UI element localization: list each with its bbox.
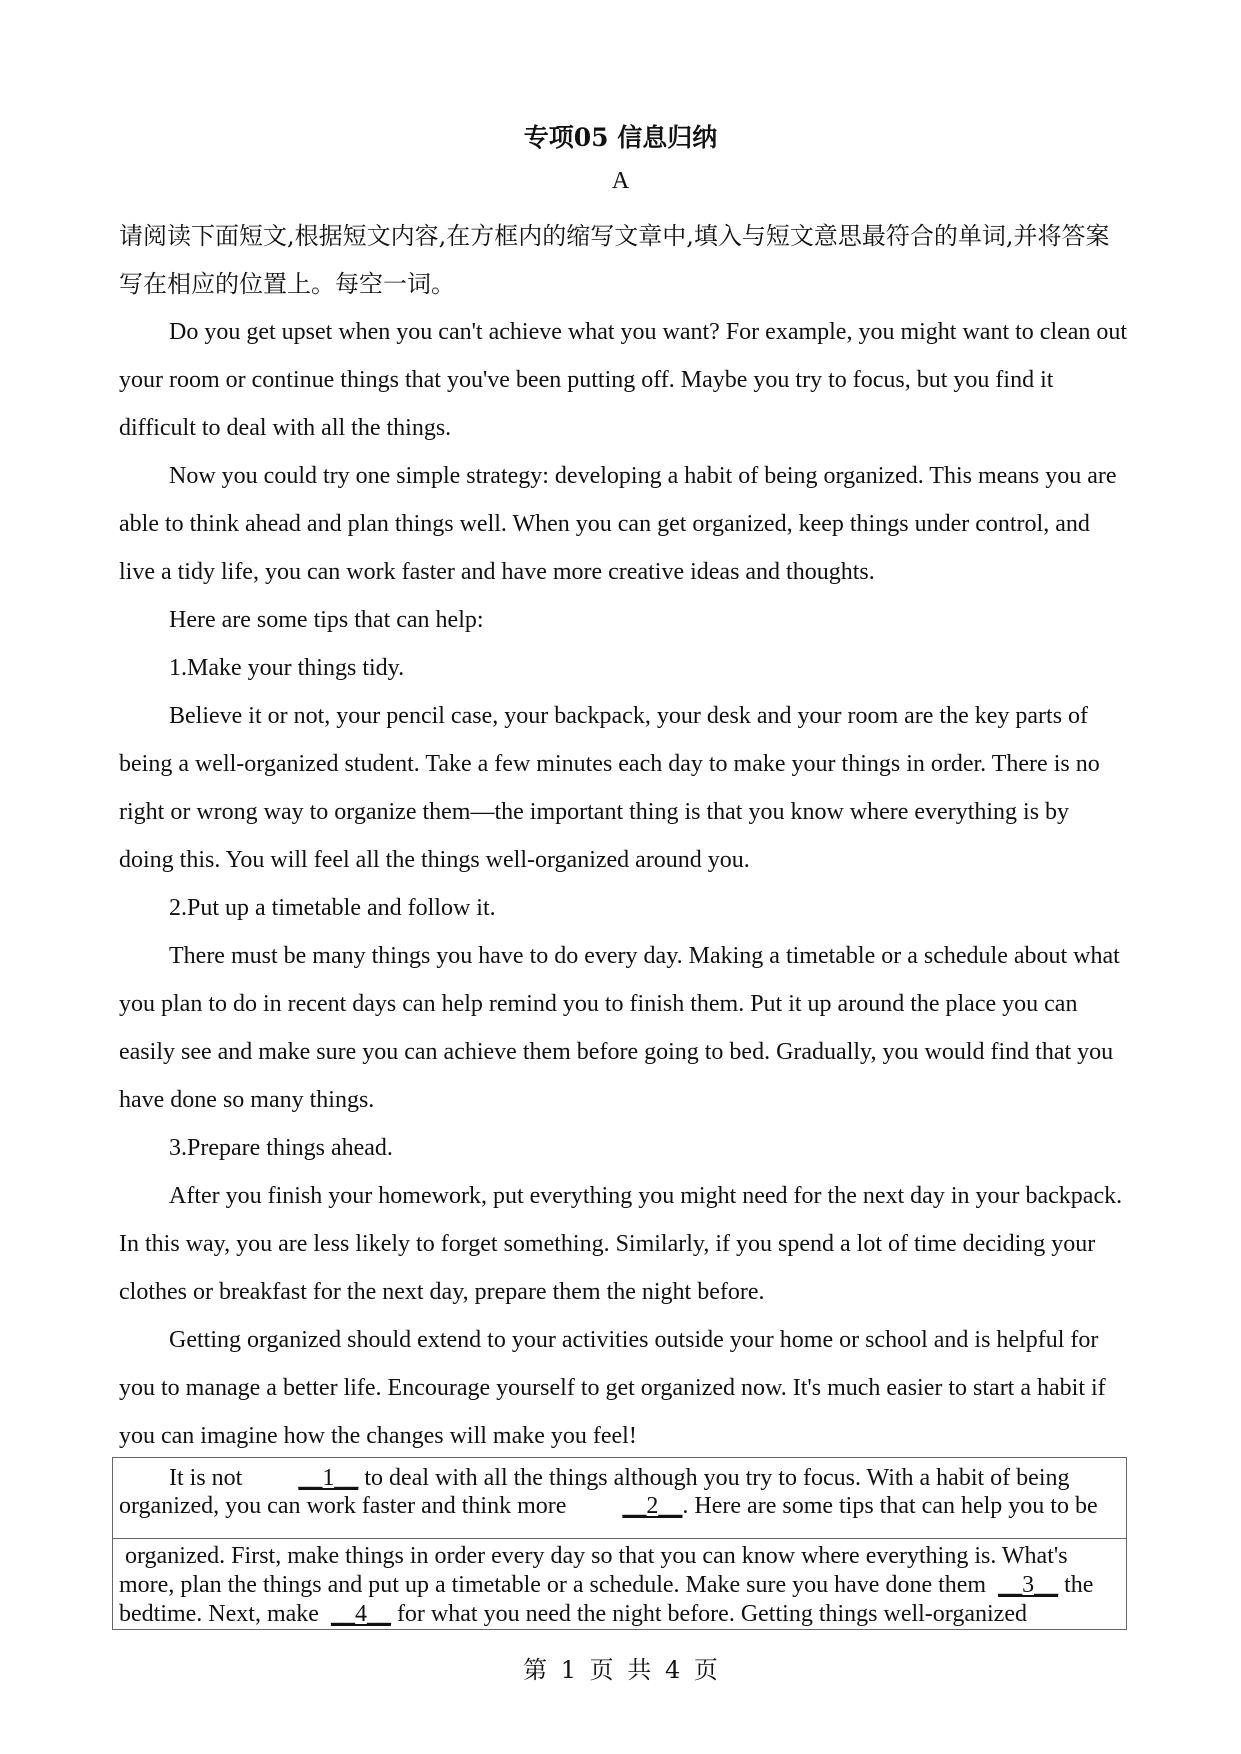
- summary-paragraph: [119, 1542, 1112, 1629]
- passage-paragraph: Now you could try one simple strategy: developing a habit of being organized. This means you are able to think ahead and plan things well. When you can get organized, keep things under control, and live a tidy life, you can work faster and have more creative ideas and thoughts.: [119, 463, 1117, 585]
- summary-text: the bedtime. Next, make: [119, 1572, 1094, 1627]
- summary-text: It is not: [169, 1465, 249, 1491]
- document-title: 专项05 信息归纳: [523, 123, 718, 152]
- instructions-text: 请阅读下面短文,根据短文内容,在方框内的缩写文章中,填入与短文意思最符合的单词,并将答案写在相应的位置上。每空一词。: [119, 222, 1110, 298]
- passage-paragraph: Here are some tips that can help:: [169, 607, 484, 633]
- passage-paragraph: There must be many things you have to do every day. Making a timetable or a schedule about what you plan to do in recent days can help remind you to finish them. Put it up around the place you can easily see and make sure you can achieve them before going to bed. Gradually, you would find that you have done so many things.: [119, 943, 1120, 1113]
- summary-text: organized. First, make things in order every day so that you can know where everything is. What's more, plan the things and put up a timetable or a schedule. Make sure you have done them: [119, 1543, 1068, 1598]
- tip-heading: 1.Make your things tidy.: [169, 655, 405, 681]
- passage-paragraph: Do you get upset when you can't achieve what you want? For example, you might want to clean out your room or continue things that you've been putting off. Maybe you try to focus, but you find it difficult to deal with all the things.: [119, 319, 1128, 441]
- reading-passage: [119, 308, 1129, 1460]
- summary-text: to deal with all the things although you try to focus. With a habit of being organized, you can work faster and think more: [119, 1465, 1070, 1519]
- section-label: A: [611, 168, 630, 194]
- tip-heading: 2.Put up a timetable and follow it.: [169, 895, 496, 921]
- answer-blank-3[interactable]: __3__: [998, 1572, 1059, 1598]
- answer-blank-4[interactable]: __4__: [330, 1601, 391, 1627]
- summary-text: . Here are some tips that can help you to be: [682, 1493, 1098, 1519]
- answer-blank-1[interactable]: __1__: [298, 1465, 359, 1491]
- summary-text: for what you need the night before. Getting things well-organized: [390, 1601, 1027, 1627]
- summary-paragraph: [119, 1464, 1112, 1520]
- page-footer: 第 1 页 共 4 页: [523, 1656, 718, 1684]
- summary-divider: [113, 1538, 1126, 1539]
- answer-blank-2[interactable]: __2__: [622, 1493, 683, 1519]
- passage-paragraph: Getting organized should extend to your activities outside your home or school and is helpful for you to manage a better life. Encourage yourself to get organized now. It's much easier to start a habit if you can imagine how the changes will make you feel!: [119, 1327, 1106, 1449]
- passage-paragraph: After you finish your homework, put everything you might need for the next day in your backpack. In this way, you are less likely to forget something. Similarly, if you spend a lot of time deciding your clothes or breakfast for the next day, prepare them the night before.: [119, 1183, 1123, 1305]
- passage-paragraph: Believe it or not, your pencil case, your backpack, your desk and your room are the key parts of being a well-organized student. Take a few minutes each day to make your things in order. There is no right or wrong way to organize them—the important thing is that you know where everything is by doing this. You will feel all the things well-organized around you.: [119, 703, 1100, 873]
- summary-box: [112, 1457, 1127, 1630]
- tip-heading: 3.Prepare things ahead.: [169, 1135, 393, 1161]
